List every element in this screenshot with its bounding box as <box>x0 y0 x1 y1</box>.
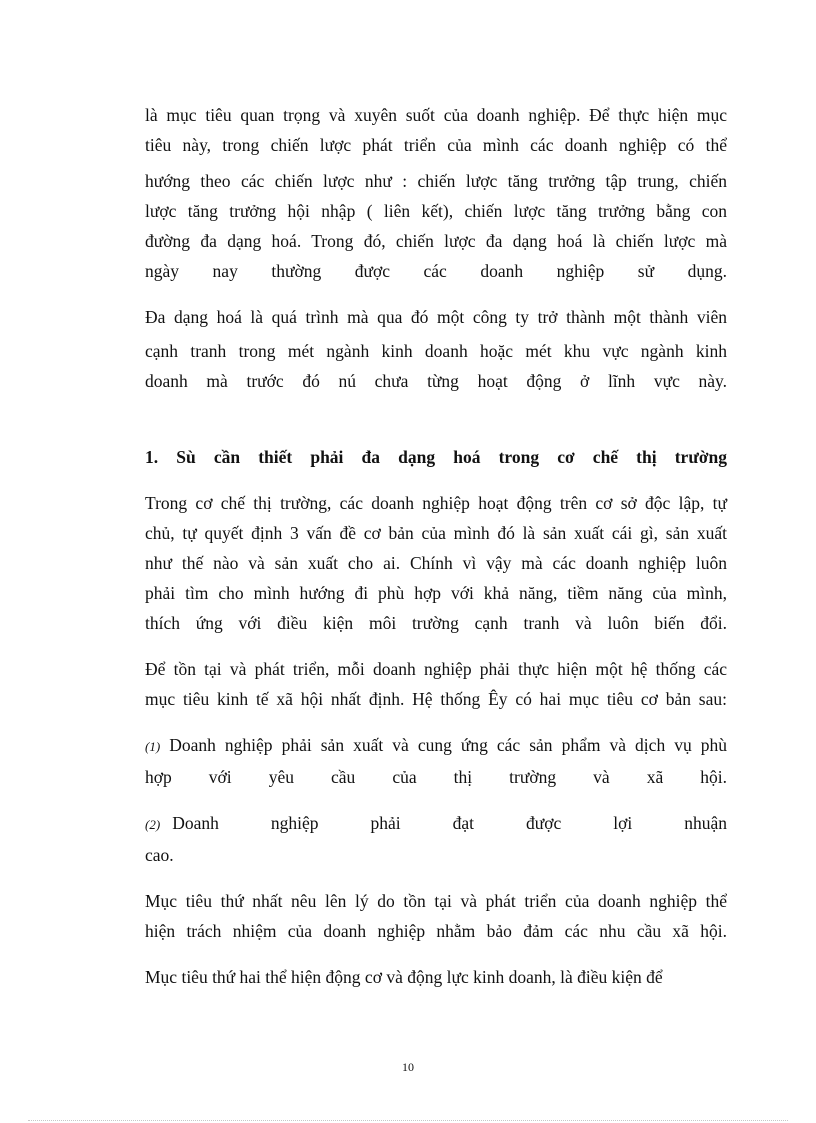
first-goal-line-1: Mục tiêu thứ nhất nêu lên lý do tồn tại và phát triển của doanh nghiệp thể <box>145 891 727 911</box>
first-goal-line-2: hiện trách nhiệm của doanh nghiệp nhằm bảo đảm các nhu cầu xã hội. <box>145 921 727 941</box>
intro-line-2: tiêu này, trong chiến lược phát triển của mình các doanh nghiệp có thể <box>145 135 727 155</box>
goal-2-line <box>145 808 727 870</box>
goal-2-item <box>145 808 727 870</box>
market-line-5: thích ứng với điều kiện môi trường cạnh tranh và luôn biến đổi. <box>145 613 727 633</box>
definition-line-1: Đa dạng hoá là quá trình mà qua đó một công ty trở thành một thành viên <box>145 307 727 327</box>
intro-paragraph <box>145 100 727 286</box>
goals-line-2: mục tiêu kinh tế xã hội nhất định. Hệ thống Êy có hai mục tiêu cơ bản sau: <box>145 689 727 709</box>
market-line-2: chủ, tự quyết định 3 vấn đề cơ bản của mình đó là sản xuất cái gì, sản xuất <box>145 523 727 543</box>
market-paragraph <box>145 488 727 638</box>
first-goal-paragraph <box>145 886 727 946</box>
goal-1-line-2: hợp với yêu cầu của thị trường và xã hội. <box>145 767 727 787</box>
page-bottom-border <box>28 1120 788 1121</box>
goals-paragraph <box>145 654 727 714</box>
intro-line-5: đường đa dạng hoá. Trong đó, chiến lược đa dạng hoá là chiến lược mà <box>145 231 727 251</box>
definition-line-2: cạnh tranh trong mét ngành kinh doanh hoặc mét khu vực ngành kinh <box>145 341 727 361</box>
goal-1-number: (1) <box>145 739 161 754</box>
definition-line-3: doanh mà trước đó nú chưa từng hoạt động ở lĩnh vực này. <box>145 371 727 391</box>
market-line-1: Trong cơ chế thị trường, các doanh nghiệp hoạt động trên cơ sở độc lập, tự <box>145 493 727 513</box>
goal-2-text: Doanh nghiệp phải đạt được lợi nhuận cao. <box>145 813 728 865</box>
intro-line-3: hướng theo các chiến lược như : chiến lược tăng trưởng tập trung, chiến <box>145 171 727 191</box>
intro-line-4: lược tăng trưởng hội nhập ( liên kết), chiến lược tăng trưởng bằng con <box>145 201 727 221</box>
page-number: 10 <box>402 1060 414 1074</box>
document-body <box>145 100 727 992</box>
goal-1-text: Doanh nghiệp phải sản xuất và cung ứng các sản phẩm và dịch vụ phù <box>169 735 728 755</box>
section-heading: 1. Sù cần thiết phải đa dạng hoá trong cơ chế thị trường <box>145 447 727 467</box>
goal-2-number: (2) <box>145 817 161 832</box>
intro-line-6: ngày nay thường được các doanh nghiệp sử dụng. <box>145 261 727 281</box>
market-line-4: phải tìm cho mình hướng đi phù hợp với khả năng, tiềm năng của mình, <box>145 583 727 603</box>
definition-paragraph <box>145 302 727 396</box>
goals-line-1: Để tồn tại và phát triển, mỗi doanh nghiệp phải thực hiện một hệ thống các <box>145 659 727 679</box>
market-line-3: như thế nào và sản xuất cho ai. Chính vì vậy mà các doanh nghiệp luôn <box>145 553 727 573</box>
goal-1-line-1 <box>145 730 727 762</box>
intro-line-1: là mục tiêu quan trọng và xuyên suốt của doanh nghiệp. Để thực hiện mục <box>145 105 727 125</box>
second-goal-line: Mục tiêu thứ hai thể hiện động cơ và động lực kinh doanh, là điều kiện để <box>145 967 663 987</box>
goal-1-item <box>145 730 727 792</box>
